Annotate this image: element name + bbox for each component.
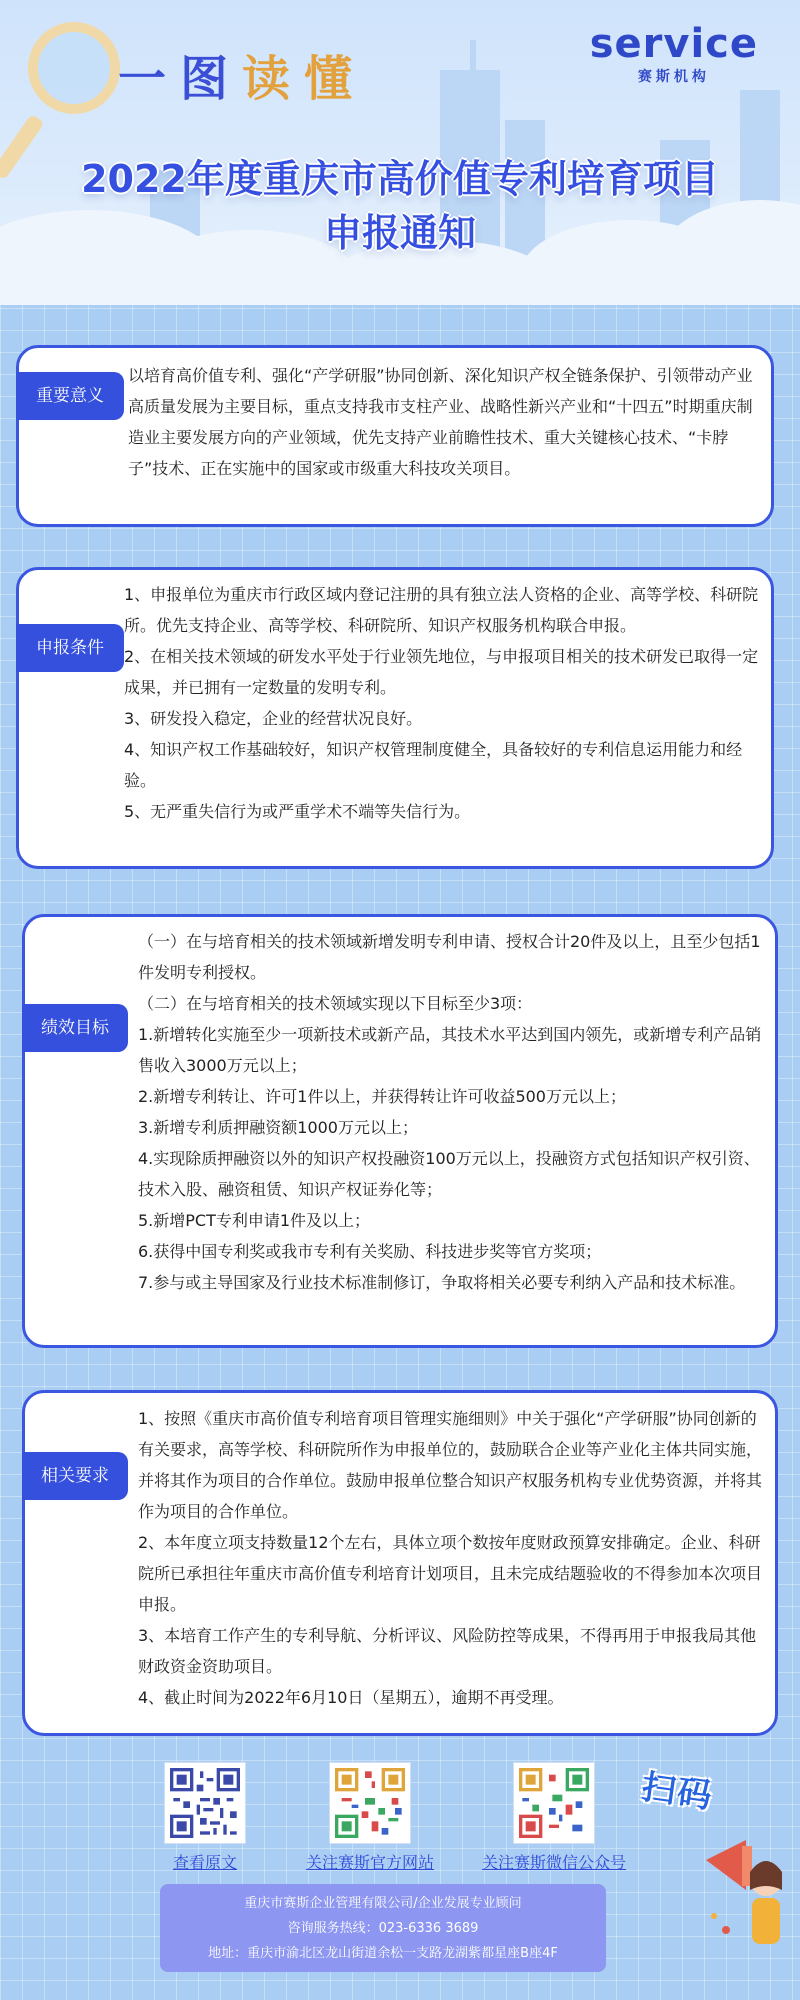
paragraph: 5、无严重失信行为或严重学术不端等失信行为。: [124, 802, 471, 821]
paragraph: 4.实现除质押融资以外的知识产权投融资100万元以上，投融资方式包括知识产权引资、技术入股、融资租赁、知识产权证券化等；: [138, 1149, 760, 1199]
qr-caption[interactable]: 关注赛斯微信公众号: [481, 1853, 626, 1872]
paragraph: （一）在与培育相关的技术领域新增发明专利申请、授权合计20件及以上，且至少包括1件发明专利授权。: [138, 932, 761, 982]
heading-part1: 一图: [118, 51, 243, 107]
paragraph: 以培育高价值专利、强化“产学研服”协同创新、深化知识产权全链条保护、引领带动产业高质量发展为主要目标，重点支持我市支柱产业、战略性新兴产业和“十四五”时期重庆制造业主要发展方向的产业领域，优先支持产业前瞻性技术、重大关键核心技术、“卡脖子”技术、正在实施中的国家或市级重大科技攻关项目。: [128, 366, 753, 478]
section-tag-conditions: 申报条件: [16, 624, 124, 672]
contact-info: [160, 1884, 606, 1972]
paragraph: 6.获得中国专利奖或我市专利有关奖励、科技进步奖等官方奖项；: [138, 1242, 602, 1261]
brand-sub: 赛斯机构: [637, 69, 710, 85]
header-banner: [0, 0, 800, 305]
paragraph: 2、本年度立项支持数量12个左右，具体立项个数按年度财政预算安排确定。企业、科研院所已承担往年重庆市高价值专利培育计划项目，且未完成结题验收的不得参加本次项目申报。: [138, 1533, 763, 1614]
scan-label: 扫码: [639, 1767, 716, 1817]
paragraph: 1.新增转化实施至少一项新技术或新产品，其技术水平达到国内领先，或新增专利产品销售收入3000万元以上；: [138, 1025, 762, 1075]
section-body-conditions: [124, 579, 760, 827]
paragraph: 1、按照《重庆市高价值专利培育项目管理实施细则》中关于强化“产学研服”协同创新的有关要求，高等学校、科研院所作为申报单位的，鼓励联合企业等产业化主体共同实施，并将其作为项目的合作单位。鼓励申报单位整合知识产权服务机构专业优势资源，并将其作为项目的合作单位。: [138, 1409, 763, 1521]
page-title: [0, 152, 800, 260]
title-line2: 申报通知: [323, 211, 476, 255]
qr-code-icon[interactable]: [329, 1762, 411, 1844]
building-decoration: [470, 40, 476, 75]
magnifier-icon: [28, 22, 120, 114]
paragraph: 5.新增PCT专利申请1件及以上；: [138, 1211, 371, 1230]
heading-part2: 读懂: [242, 51, 367, 107]
qr-official-website[interactable]: [290, 1762, 450, 1873]
qr-wechat-account[interactable]: [464, 1762, 644, 1873]
title-line1: 2022年度重庆市高价值专利培育项目: [81, 157, 719, 201]
section-tag-goals: 绩效目标: [22, 1004, 128, 1052]
company-name: 重庆市赛斯企业管理有限公司/企业发展专业顾问: [244, 1896, 522, 1911]
address: 地址：重庆市渝北区龙山街道余松一支路龙湖紫都星座B座4F: [208, 1946, 558, 1961]
paragraph: 4、截止时间为2022年6月10日（星期五），逾期不再受理。: [138, 1688, 564, 1707]
paragraph: （二）在与培育相关的技术领域实现以下目标至少3项：: [138, 994, 533, 1013]
section-body-requirements: [138, 1403, 764, 1713]
brand-name: service: [589, 21, 758, 67]
paragraph: 1、申报单位为重庆市行政区域内登记注册的具有独立法人资格的企业、高等学校、科研院所。优先支持企业、高等学校、科研院所、知识产权服务机构联合申报。: [124, 585, 759, 635]
qr-view-original[interactable]: [155, 1762, 255, 1873]
qr-caption[interactable]: 查看原文: [172, 1853, 237, 1872]
paragraph: 3、研发投入稳定，企业的经营状况良好。: [124, 709, 423, 728]
paragraph: 4、知识产权工作基础较好，知识产权管理制度健全，具备较好的专利信息运用能力和经验。: [124, 740, 743, 790]
yitu-dudong-heading: [118, 40, 366, 109]
qr-code-icon[interactable]: [164, 1762, 246, 1844]
paragraph: 3、本培育工作产生的专利导航、分析评议、风险防控等成果，不得再用于申报我局其他财政资金资助项目。: [138, 1626, 757, 1676]
qr-code-icon[interactable]: [513, 1762, 595, 1844]
brand-logo: [590, 22, 758, 86]
hotline: 咨询服务热线：023-6336 3689: [287, 1921, 479, 1936]
section-body-goals: [138, 926, 764, 1298]
qr-caption[interactable]: 关注赛斯官方网站: [305, 1853, 434, 1872]
megaphone-woman-icon: [706, 1820, 784, 1950]
paragraph: 7.参与或主导国家及行业技术标准制修订，争取将相关必要专利纳入产品和技术标准。: [138, 1273, 746, 1292]
section-tag-importance: 重要意义: [16, 372, 124, 420]
paragraph: 3.新增专利质押融资额1000万元以上；: [138, 1118, 418, 1137]
paragraph: 2.新增专利转让、许可1件以上，并获得转让许可收益500万元以上；: [138, 1087, 626, 1106]
section-body-importance: [128, 360, 760, 484]
section-tag-requirements: 相关要求: [22, 1452, 128, 1500]
paragraph: 2、在相关技术领域的研发水平处于行业领先地位，与申报项目相关的技术研发已取得一定成果，并已拥有一定数量的发明专利。: [124, 647, 759, 697]
